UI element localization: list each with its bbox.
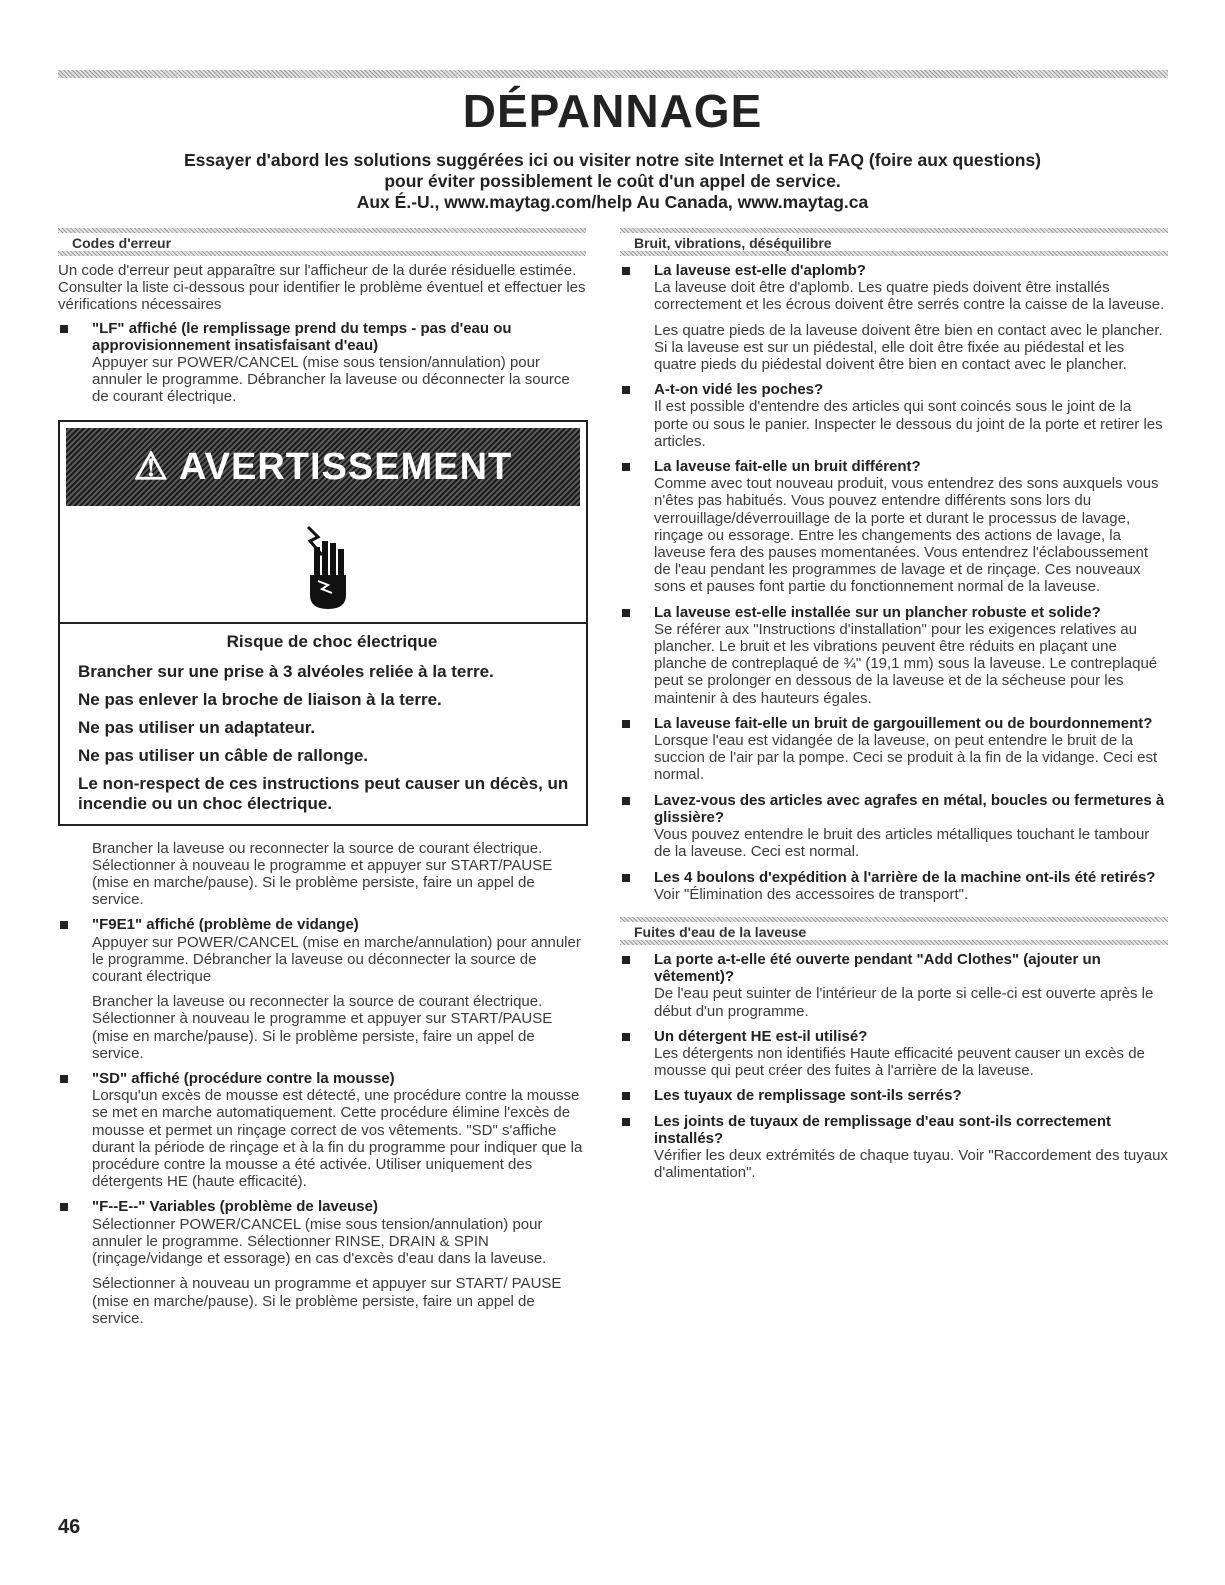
list-item-lf: "LF" affiché (le remplissage prend du temps - pas d'eau ou approvisionnement insatisfaisant d'eau) Appuyer sur POWER/CANCEL (mise sous tension/annulation) pour annuler le programme. Débrancher la laveuse ou déconnecter la source de courant électrique.: [58, 320, 586, 406]
warning-line: Le non-respect de ces instructions peut causer un décès, un incendie ou un choc électrique.: [78, 773, 569, 813]
bullet-icon: [622, 1118, 630, 1126]
right-column: [620, 228, 1168, 1189]
bullet-icon: [622, 1033, 630, 1041]
list-item-hose-washers: Les joints de tuyaux de remplissage d'eau sont-ils correctement installés? Vérifier les deux extrémités de chaque tuyau. Voir "Raccordement des tuyaux d'alimentation".: [620, 1113, 1168, 1182]
warning-line: Ne pas enlever la broche de liaison à la terre.: [78, 689, 442, 709]
page-title: DÉPANNAGE: [462, 85, 763, 137]
bullet-icon: [622, 267, 630, 275]
warning-line: Ne pas utiliser un câble de rallonge.: [78, 745, 369, 765]
bullet-icon: [60, 1075, 68, 1083]
warning-line: Ne pas utiliser un adaptateur.: [78, 717, 316, 737]
bullet-icon: [622, 1092, 630, 1100]
section-header-error-codes: Codes d'erreur: [58, 228, 586, 256]
bullet-icon: [60, 325, 68, 333]
warning-line: Brancher sur une prise à 3 alvéoles reliée à la terre.: [78, 661, 494, 681]
page-number: 46: [58, 1516, 81, 1538]
list-item-f9e1: "F9E1" affiché (problème de vidange) Appuyer sur POWER/CANCEL (mise en marche/annulation) pour annuler le programme. Débrancher la laveuse ou déconnecter la source de courant électrique Brancher la laveuse ou reconnecter la source de courant électrique. Sélectionner à nouveau le programme et appuyer sur START/PAUSE (mise en marche/pause). Si le problème persiste, faire un appel de service.: [58, 916, 586, 1062]
list-item-sd: "SD" affiché (procédure contre la mousse) Lorsqu'un excès de mousse est détecté, une procédure contre la mousse se met en marche automatiquement. Cette procédure élimine l'excès de mousse et permet un rinçage correct de vos vêtements. "SD" s'affiche durant la période de rinçage et à la fin du programme pour indiquer que la procédure contre la mousse a été activée. Utiliser uniquement des détergents HE (haute efficacité).: [58, 1070, 586, 1190]
bullet-icon: [622, 463, 630, 471]
bullet-icon: [622, 874, 630, 882]
bullet-icon: [622, 797, 630, 805]
section-header-noise: Bruit, vibrations, déséquilibre: [620, 228, 1168, 256]
left-column: [58, 228, 586, 1335]
bullet-icon: [60, 1203, 68, 1211]
section-header-leaks: Fuites d'eau de la laveuse: [620, 917, 1168, 945]
warning-header: ⚠ AVERTISSEMENT: [66, 428, 580, 506]
warning-box: [58, 420, 588, 826]
bullet-icon: [622, 720, 630, 728]
bullet-icon: [622, 386, 630, 394]
list-item-pockets: A-t-on vidé les poches? Il est possible d'entendre des articles qui sont coincés sous le joint de la porte ou sous le panier. Inspecter le dessous du joint de la porte et retirer les articles.: [620, 381, 1168, 450]
error-codes-intro: Un code d'erreur peut apparaître sur l'afficheur de la durée résiduelle estimée. Consulter la liste ci-dessous pour identifier le problème éventuel et effectuer les vérifications nécessaires: [58, 262, 586, 314]
bullet-icon: [622, 609, 630, 617]
electric-shock-hand-icon: [60, 512, 586, 622]
list-item-level: La laveuse est-elle d'aplomb? La laveuse doit être d'aplomb. Les quatre pieds doivent être installés correctement et les écrous doivent être serrés contre la caisse de la laveuse. Les quatre pieds de la laveuse doivent être bien en contact avec le plancher. Si la laveuse est sur un piédestal, elle doit être fixée au piédestal et les quatre pieds du piédestal doivent être bien en contact avec le plancher.: [620, 262, 1168, 373]
warning-triangle-icon: ⚠: [133, 445, 169, 488]
list-item-floor: La laveuse est-elle installée sur un plancher robuste et solide? Se référer aux "Instructions d'installation" pour les exigences relatives au plancher. Le bruit et les vibrations peuvent être réduits en plaçant une planche de contreplaqué de ¾" (19,1 mm) sous la laveuse. Le contreplaqué peut se prolonger en dessous de la laveuse et de la sécheuse pour les maintenir à des hauteurs égales.: [620, 604, 1168, 707]
intro-text: Essayer d'abord les solutions suggérées ici ou visiter notre site Internet et la FAQ (foire aux questions) pour éviter possiblement le coût d'un appel de service. Aux É.-U., www.maytag.com/help Au Canada, www.maytag.ca: [183, 150, 1042, 212]
bullet-icon: [622, 956, 630, 964]
list-item-fe: "F--E--" Variables (problème de laveuse) Sélectionner POWER/CANCEL (mise sous tension/annulation) pour annuler le programme. Sélectionner RINSE, DRAIN & SPIN (rinçage/vidange et essorage) en cas d'excès d'eau dans la laveuse. Sélectionner à nouveau un programme et appuyer sur START/ PAUSE (mise en marche/pause). Si le problème persiste, faire un appel de service.: [58, 1198, 586, 1326]
top-rule: [58, 70, 1168, 78]
after-warning-text: Brancher la laveuse ou reconnecter la source de courant électrique. Sélectionner à nouveau le programme et appuyer sur START/PAUSE (mise en marche/pause). Si le problème persiste, faire un appel de service.: [92, 839, 553, 909]
list-item-metal-items: Lavez-vous des articles avec agrafes en métal, boucles ou fermetures à glissière? Vous pouvez entendre le bruit des articles métalliques touchant le tambour de la laveuse. Ceci est normal.: [620, 792, 1168, 861]
list-item-hoses-tight: Les tuyaux de remplissage sont-ils serrés?: [620, 1087, 1168, 1104]
list-item-he-detergent: Un détergent HE est-il utilisé? Les détergents non identifiés Haute efficacité peuvent causer un excès de mousse qui peut créer des fuites à l'arrière de la laveuse.: [620, 1028, 1168, 1080]
bullet-icon: [60, 921, 68, 929]
list-item-different-noise: La laveuse fait-elle un bruit différent? Comme avec tout nouveau produit, vous entendrez des sons auxquels vous n'êtes pas habitués. Vous pouvez entendre différents sons lors du verrouillage/déverrouillage de la porte et durant le processus de lavage, rinçage ou essorage. Entre les changements des actions de lavage, la laveuse fera des pauses momentanées. Vous entendrez l'éclaboussement de l'eau pendant les programmes de lavage et de rinçage. Ces nouveaux sons et pauses font partie du fonctionnement normal de la laveuse.: [620, 458, 1168, 596]
list-item-door-open: La porte a-t-elle été ouverte pendant "Add Clothes" (ajouter un vêtement)? De l'eau peut suinter de l'intérieur de la porte si celle-ci est ouverte après le début d'un programme.: [620, 951, 1168, 1020]
warning-risk: Risque de choc électrique: [226, 631, 438, 651]
list-item-shipping-bolts: Les 4 boulons d'expédition à l'arrière de la machine ont-ils été retirés? Voir "Élimination des accessoires de transport".: [620, 869, 1168, 903]
list-item-gurgling: La laveuse fait-elle un bruit de gargouillement ou de bourdonnement? Lorsque l'eau est vidangée de la laveuse, on peut entendre le bruit de la succion de l'air par la pompe. Ceci se produit à la fin de la vidange. Ceci est normal.: [620, 715, 1168, 784]
